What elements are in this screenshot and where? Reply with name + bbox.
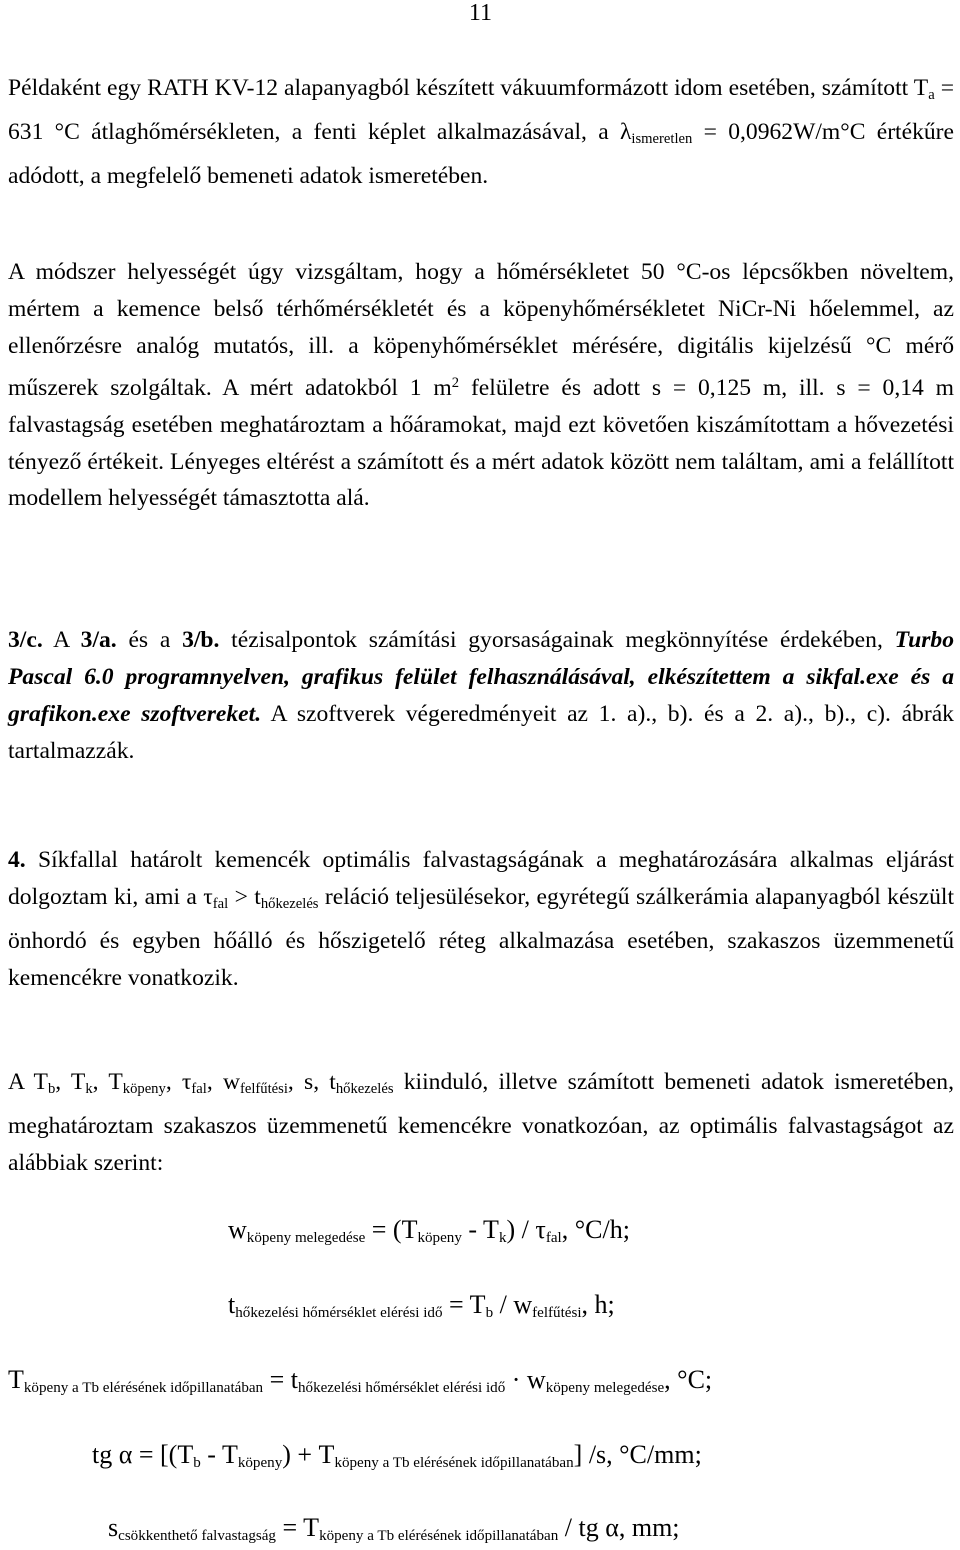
paragraph-thesis-4: 4. Síkfallal határolt kemencék optimális falvastagságának a meghatározására alkalmas eljárást dolgoztam ki, ami a $\tau_{fal} > t_{hőkezelés}$ reláció teljesülésekor, egyrétegű szálkerámia alapanyagból készült önhordó és egyben hőálló és hőszigetelő réteg alkalmazása esetében, szakaszos üzemmenetű kemencékre vonatkozik. bbox=[8, 847, 954, 992]
formula-jacket-temperature: $T_{köpeny a Tb elérésének időpillanatában} = t_{hőkezelési hőmérséklet elérési idő} \cdot w_{köpeny melegedése}$, °C; bbox=[8, 1365, 713, 1397]
paragraph-thesis-3c: 3/c. A 3/a. és a 3/b. tézisalpontok számítási gyorsaságainak megkönnyítése érdekében, Turbo Pascal 6.0 programnyelven, grafikus felület felhasználásával, elkészítettem a sikfal.exe és a grafikon.exe szoftvereket. A szoftverek végeredményeit az 1. a)., b). és a 2. a)., b)., c). ábrák tartalmazzák. bbox=[8, 627, 955, 764]
paragraph-input-data: A $T_b$, $T_k$, $T_{köpeny}$, $\tau_{fal}$, $w_{felfűtési}$, s, $t_{hőkezelés}$ kiinduló, illetve számított bemeneti adatok ismeretében, meghatároztam szakaszos üzemmenetű kemencékre vonatkozóan, az optimális falvastagságot az alábbiak szerint: bbox=[8, 1069, 954, 1177]
formula-heat-treatment-time: $t_{hőkezelési hőmérséklet elérési idő} = T_b / w_{felfűtési}$, h; bbox=[228, 1290, 615, 1322]
formula-reducible-wall-thickness: $s_{csökkenthető falvastagság} = T_{köpeny a Tb elérésének időpillanatában}$ / tg α, mm; bbox=[108, 1513, 680, 1545]
paragraph-method-validation: A módszer helyességét úgy vizsgáltam, hogy a hőmérsékletet 50 °C-os lépcsőkben növeltem, mértem a kemence belső térhőmérsékletét és a köpenyhőmérsékletet NiCr-Ni hőelemmel, az ellenőrzésre analóg mutatós, ill. a köpenyhőmérséklet mérésére, digitális kijelzésű °C mérő műszerek szolgáltak. A mért adatokból 1 $m^2$ felületre és adott s = 0,125 m, ill. s = 0,14 m falvastagság esetében meghatároztam a hőáramokat, majd ezt követően kiszámítottam a hővezetési tényező értékeit. Lényeges eltérést a számított és a mért adatok között nem találtam, ami a felállított modellem helyességét támasztotta alá. bbox=[8, 259, 954, 512]
formula-tangent-alpha: tg $\alpha = [(T_b - T_{köpeny}) + T_{köpeny a Tb elérésének időpillanatában}]$ /s, °C/mm; bbox=[92, 1440, 702, 1472]
paragraph-example: Példaként egy RATH KV-12 alapanyagból készített vákuumformázott idom esetében, számított $T_a = 631$ °C átlaghőmérsékleten, a fenti képlet alkalmazásával, a $\lambda_{ismeretlen} = 0,0962W/m^\circ C$ értékűre adódott, a megfelelő bemeneti adatok ismeretében. bbox=[8, 75, 955, 190]
formula-jacket-heating-rate: $w_{köpeny melegedése} = (T_{köpeny} - T_k) / \tau_{fal}$, °C/h; bbox=[228, 1215, 630, 1247]
page-number: 11 bbox=[468, 0, 492, 26]
